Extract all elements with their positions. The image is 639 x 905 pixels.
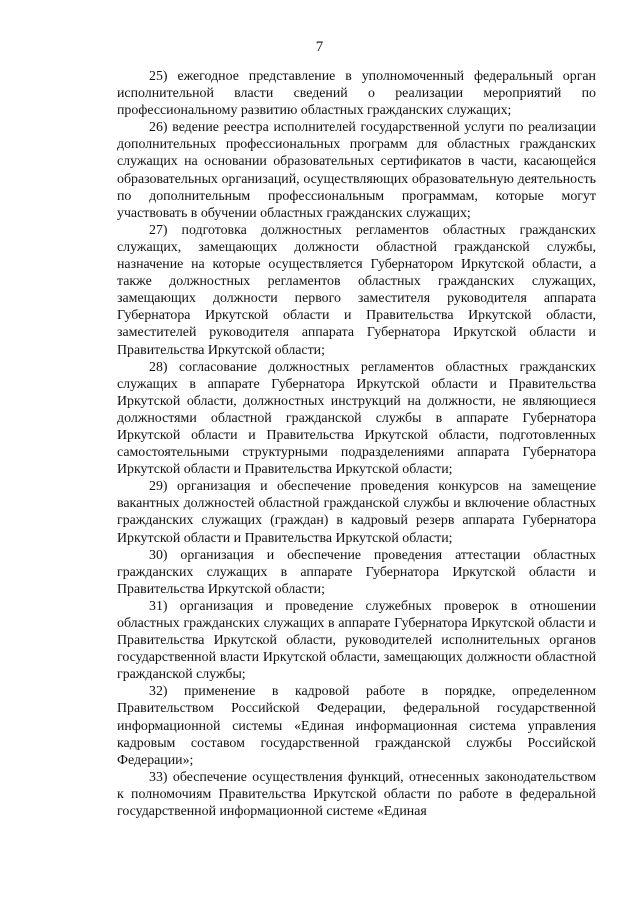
paragraph-30: 30) организация и обеспечение проведения аттестации областных гражданских служащих в аппарате Губернатора Иркутской области и Правительства Иркутской области; [117,547,596,597]
paragraph-27: 27) подготовка должностных регламентов областных гражданских служащих, замещающих должности областной гражданской службы, назначение на которые осуществляется Губернатором Иркутской области, а также должностных регламентов областных гражданских служащих, замещающих должности первого заместителя руководителя аппарата Губернатора Иркутской области и Правительства Иркутской области, заместителей руководителя аппарата Губернатора Иркутской области и Правительства Иркутской области; [117,222,596,358]
paragraph-32: 32) применение в кадровой работе в порядке, определенном Правительством Российской Федерации, федеральной государственной информационной системы «Единая информационная система управления кадровым составом государственной гражданской службы Российской Федерации»; [117,684,596,768]
paragraph-25: 25) ежегодное представление в уполномоченный федеральный орган исполнительной власти сведений о реализации мероприятий по профессиональному развитию областных гражданских служащих; [117,69,596,119]
document-body [117,68,596,820]
paragraph-28: 28) согласование должностных регламентов областных гражданских служащих в аппарате Губернатора Иркутской области и Правительства Иркутской области, должностных инструкций на должности, не являющиеся должностями областной гражданской службы в аппарате Губернатора Иркутской области и Правительства Иркутской области, подготовленных самостоятельными структурными подразделениями аппарата Губернатора Иркутской области и Правительства Иркутской области; [117,359,596,478]
paragraph-29: 29) организация и обеспечение проведения конкурсов на замещение вакантных должностей областной гражданской службы и включение областных гражданских служащих (граждан) в кадровый резерв аппарата Губернатора Иркутской области и Правительства Иркутской области; [117,479,596,546]
paragraph-33: 33) обеспечение осуществления функций, отнесенных законодательством к полномочиям Правительства Иркутской области по работе в федеральной государственной информационной системе «Единая [117,769,596,820]
paragraph-31: 31) организация и проведение служебных проверок в отношении областных гражданских служащих в аппарате Губернатора Иркутской области и Правительства Иркутской области, руководителей исполнительных органов государственной власти Иркутской области, замещающих должности областной гражданской службы; [117,598,596,683]
page-number: 7 [315,39,324,55]
paragraph-26: 26) ведение реестра исполнителей государственной услуги по реализации дополнительных профессиональных программ для областных гражданских служащих на основании образовательных сертификатов в части, касающейся образовательных организаций, осуществляющих образовательную деятельность по дополнительным профессиональным программам, которые могут участвовать в обучении областных гражданских служащих; [117,120,596,221]
